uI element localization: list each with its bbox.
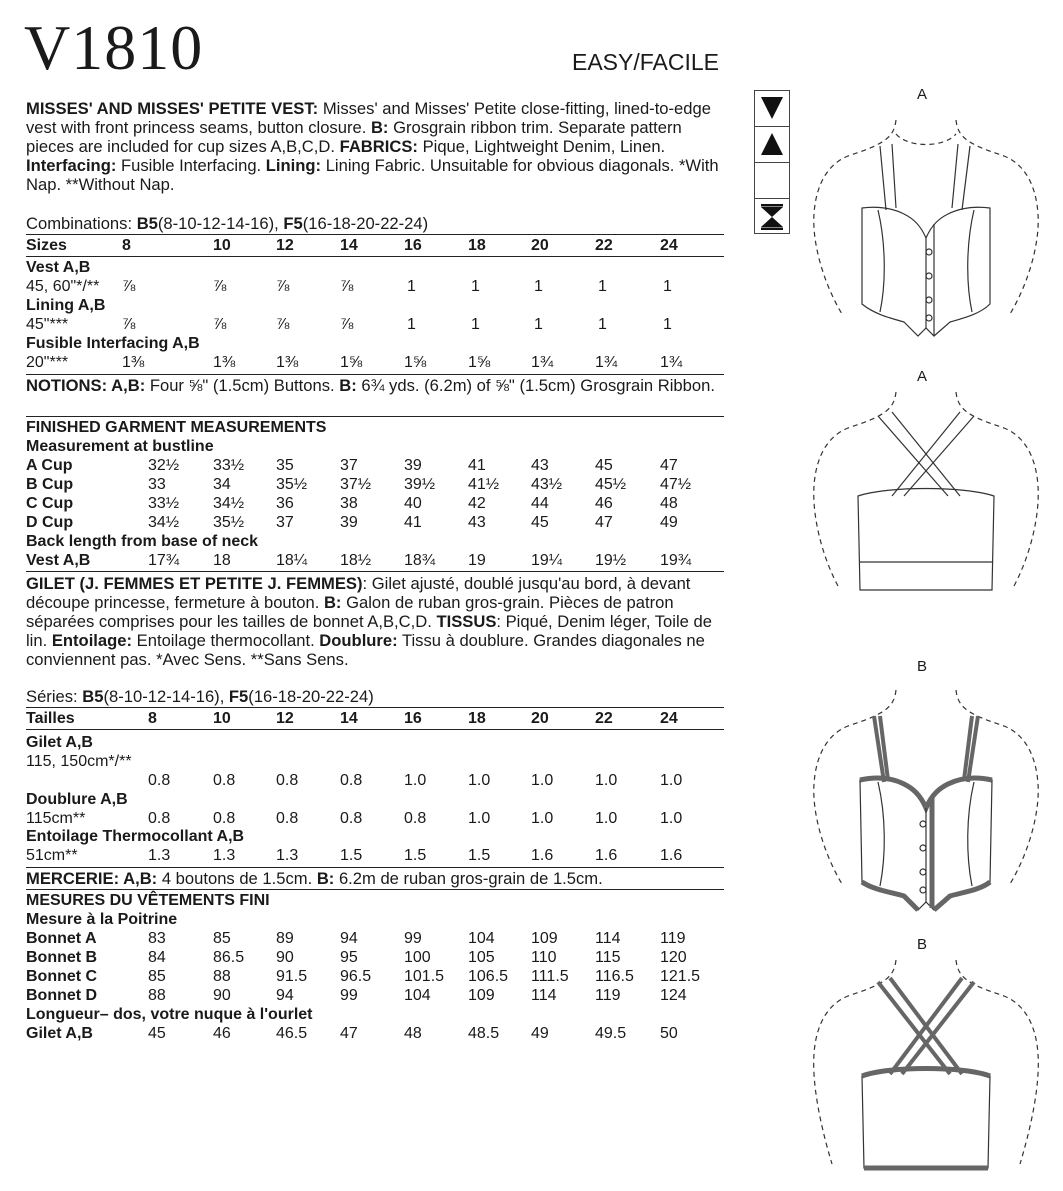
cell: 1.3: [276, 847, 299, 864]
cell: 44: [531, 495, 549, 512]
cell: 47: [595, 514, 613, 531]
cell: 17¾: [148, 552, 180, 569]
size-col: 24: [660, 237, 678, 254]
back-length-title: Back length from base of neck: [26, 533, 259, 550]
table-row: [26, 315, 724, 334]
cell: 1.0: [531, 810, 554, 827]
cell: 49: [660, 514, 678, 531]
cell: 96.5: [340, 968, 372, 985]
cell: 34½: [213, 495, 245, 512]
cell: 1: [534, 278, 543, 295]
table-row: [26, 353, 724, 372]
cell: 106.5: [468, 968, 509, 985]
size-col: 14: [340, 710, 358, 727]
cell: 119: [595, 987, 621, 1004]
cell: 41: [468, 457, 486, 474]
cell: 1⅝: [404, 354, 427, 371]
cell: 39½: [404, 476, 436, 493]
cell: 1.0: [531, 772, 554, 789]
cell: ⅞: [213, 316, 227, 333]
size-col: 8: [148, 710, 157, 727]
cell: 105: [468, 949, 495, 966]
cell: 109: [531, 930, 558, 947]
fabric-width: 45, 60"*/**: [26, 278, 100, 295]
view-b-vest-trim-illustration: [808, 676, 1044, 916]
cell: 114: [531, 987, 557, 1004]
cell: 94: [340, 930, 358, 947]
blank-symbol: [755, 163, 789, 199]
cell: 50: [660, 1025, 678, 1042]
cell: 1: [471, 278, 480, 295]
cell: 43½: [531, 476, 563, 493]
cell: 19½: [595, 552, 627, 569]
fabric-name: Lining A,B: [26, 297, 106, 314]
row-label: D Cup: [26, 514, 74, 531]
table-row: [26, 967, 724, 986]
cell: 49: [531, 1025, 549, 1042]
cell: 1.5: [404, 847, 427, 864]
cell: 32½: [148, 457, 180, 474]
sizes-label: Sizes: [26, 237, 67, 254]
table-row: [26, 475, 724, 494]
cell: 33½: [148, 495, 180, 512]
size-col: 22: [595, 237, 613, 254]
cell: 1: [663, 316, 672, 333]
cell: 19¾: [660, 552, 692, 569]
cell: 49.5: [595, 1025, 627, 1042]
cell: 1: [598, 278, 607, 295]
cell: 47: [660, 457, 678, 474]
finished-measurements-title: MESURES DU VÊTEMENTS FINI: [26, 892, 270, 909]
cell: 39: [404, 457, 422, 474]
cell: 1¾: [595, 354, 618, 371]
cell: 0.8: [276, 772, 299, 789]
table-row: [26, 551, 724, 570]
view-label: B: [917, 658, 928, 675]
row-label: Bonnet D: [26, 987, 98, 1004]
cell: 1¾: [660, 354, 683, 371]
cell: 120: [660, 949, 687, 966]
cell: 45½: [595, 476, 627, 493]
cell: 35½: [213, 514, 245, 531]
cell: 0.8: [340, 810, 363, 827]
fabric-name: Fusible Interfacing A,B: [26, 335, 200, 352]
cell: 45: [595, 457, 613, 474]
table-row: [26, 494, 724, 513]
table-row: [26, 456, 724, 475]
bustline-title: Measurement at bustline: [26, 438, 214, 455]
cell: 1.0: [595, 772, 618, 789]
cell: 109: [468, 987, 495, 1004]
fabric-width: 115, 150cm*/**: [26, 753, 132, 770]
size-col: 20: [531, 237, 549, 254]
cell: 116.5: [595, 968, 634, 985]
fabric-width: 45"***: [26, 316, 69, 333]
cell: 41½: [468, 476, 500, 493]
cell: 1: [471, 316, 480, 333]
cell: ⅞: [122, 278, 136, 295]
cell: 1.0: [595, 810, 618, 827]
cell: 0.8: [148, 810, 171, 827]
cell: 0.8: [213, 772, 236, 789]
size-col: 12: [276, 237, 294, 254]
cell: 86.5: [213, 949, 245, 966]
cell: ⅞: [276, 316, 290, 333]
cell: 34: [213, 476, 231, 493]
cell: 1.5: [468, 847, 491, 864]
cell: 35½: [276, 476, 308, 493]
cell: 1: [407, 316, 416, 333]
cell: 1.3: [213, 847, 236, 864]
cell: 95: [340, 949, 358, 966]
cell: 1.6: [531, 847, 554, 864]
table-row: [26, 809, 724, 828]
cell: 0.8: [148, 772, 171, 789]
sizes-header-row: [26, 236, 724, 255]
cell: 119: [660, 930, 686, 947]
cell: 34½: [148, 514, 180, 531]
cell: 33½: [213, 457, 245, 474]
cell: ⅞: [213, 278, 227, 295]
cell: 111.5: [531, 968, 569, 985]
notions: NOTIONS: A,B: Four ⅝" (1.5cm) Buttons. B: 6¾ yds. (6.2m) of ⅝" (1.5cm) Grosgrain Ribbon.: [26, 376, 715, 395]
fabric-width: 115cm**: [26, 810, 86, 827]
table-row: [26, 771, 724, 790]
fabric-name: Entoilage Thermocollant A,B: [26, 828, 245, 845]
cell: 1⅜: [213, 354, 236, 371]
cell: 45: [148, 1025, 166, 1042]
cell: 43: [531, 457, 549, 474]
size-col: 24: [660, 710, 678, 727]
table-row: [26, 846, 724, 865]
cell: 1¾: [531, 354, 554, 371]
cell: 19¼: [531, 552, 563, 569]
table-row: [26, 277, 724, 296]
difficulty-label: EASY/FACILE: [572, 49, 720, 75]
cell: 39: [340, 514, 358, 531]
cell: ⅞: [340, 316, 354, 333]
cell: 85: [213, 930, 231, 947]
cell: 110: [531, 949, 557, 966]
cutting-symbols: [754, 90, 790, 234]
view-label: A: [917, 86, 928, 103]
cell: 1⅜: [276, 354, 299, 371]
table-row: [26, 986, 724, 1005]
cell: 18¾: [404, 552, 436, 569]
cell: 38: [340, 495, 358, 512]
row-label: Gilet A,B: [26, 1025, 93, 1042]
cell: 124: [660, 987, 687, 1004]
english-description: MISSES' AND MISSES' PETITE VEST: Misses' and Misses' Petite close-fitting, lined-to-edge vest with front princess seams, button closure. B: Grosgrain ribbon trim. Separate pattern pieces are included for cup sizes A,B,C,D. FABRICS: Pique, Lightweight Denim, Linen. Interfacing: Fusible Interfacing. Lining: Lining Fabric. Unsuitable for obvious diagonals. *With Nap. **Without Nap.: [26, 99, 719, 194]
cell: 37½: [340, 476, 372, 493]
table-row: [26, 929, 724, 948]
cell: 91.5: [276, 968, 308, 985]
cell: 1: [663, 278, 672, 295]
back-length-title: Longueur– dos, votre nuque à l'ourlet: [26, 1006, 313, 1023]
cell: 48.5: [468, 1025, 500, 1042]
cell: 37: [276, 514, 294, 531]
cell: 40: [404, 495, 422, 512]
view-label: A: [917, 368, 928, 385]
size-col: 8: [122, 237, 131, 254]
size-col: 16: [404, 237, 422, 254]
size-col: 10: [213, 710, 231, 727]
cell: 114: [595, 930, 621, 947]
row-label: B Cup: [26, 476, 74, 493]
cell: 104: [468, 930, 495, 947]
cell: 0.8: [340, 772, 363, 789]
sizes-label: Tailles: [26, 710, 75, 727]
cell: 88: [148, 987, 166, 1004]
cell: 0.8: [404, 810, 427, 827]
cell: 1.0: [660, 772, 683, 789]
cell: 83: [148, 930, 166, 947]
cell: 89: [276, 930, 294, 947]
cell: 18¼: [276, 552, 308, 569]
cell: 45: [531, 514, 549, 531]
cell: 47½: [660, 476, 692, 493]
cell: 100: [404, 949, 431, 966]
cell: 99: [404, 930, 422, 947]
cell: 48: [660, 495, 678, 512]
cell: 115: [595, 949, 621, 966]
row-label: Bonnet B: [26, 949, 98, 966]
size-col: 20: [531, 710, 549, 727]
hourglass-icon: [755, 199, 789, 234]
row-label: Bonnet A: [26, 930, 97, 947]
row-label: C Cup: [26, 495, 74, 512]
cell: 99: [340, 987, 358, 1004]
cell: 1.0: [404, 772, 427, 789]
cell: ⅞: [122, 316, 136, 333]
table-row: [26, 948, 724, 967]
cell: 1.0: [468, 772, 491, 789]
finished-measurements-title: FINISHED GARMENT MEASUREMENTS: [26, 419, 327, 436]
size-col: 18: [468, 710, 486, 727]
view-b-vest-crossed-trim-illustration: [808, 954, 1044, 1176]
cell: 46: [213, 1025, 231, 1042]
cell: 1.0: [468, 810, 491, 827]
triangle-down-icon: [755, 91, 789, 127]
cell: 121.5: [660, 968, 701, 985]
cell: 18½: [340, 552, 372, 569]
cell: 19: [468, 552, 486, 569]
cell: 101.5: [404, 968, 445, 985]
cell: 43: [468, 514, 486, 531]
cell: 1⅝: [340, 354, 363, 371]
fabric-name: Gilet A,B: [26, 734, 93, 751]
sizes-header-row: [26, 709, 724, 728]
fabric-width: 20"***: [26, 354, 69, 371]
pattern-number: V1810: [24, 12, 204, 83]
cell: 90: [276, 949, 294, 966]
size-col: 14: [340, 237, 358, 254]
cell: 41: [404, 514, 422, 531]
cell: 37: [340, 457, 358, 474]
size-col: 10: [213, 237, 231, 254]
cell: 1.5: [340, 847, 363, 864]
cell: 1: [407, 278, 416, 295]
cell: 1.6: [595, 847, 618, 864]
view-a-vest-straps-illustration: [808, 104, 1044, 344]
cell: 1⅜: [122, 354, 145, 371]
view-label: B: [917, 936, 928, 953]
cell: 1.0: [660, 810, 683, 827]
size-col: 22: [595, 710, 613, 727]
cell: 85: [148, 968, 166, 985]
cell: 42: [468, 495, 486, 512]
row-label: A Cup: [26, 457, 73, 474]
cell: 18: [213, 552, 231, 569]
fabric-name: Doublure A,B: [26, 791, 128, 808]
size-col: 18: [468, 237, 486, 254]
cell: 90: [213, 987, 231, 1004]
size-col: 12: [276, 710, 294, 727]
french-description: GILET (J. FEMMES ET PETITE J. FEMMES): Gilet ajusté, doublé jusqu'au bord, à devant découpe princesse, fermeture à bouton. B: Galon de ruban gros-grain. Pièces de patron séparées comprises pour les tailles de bonnet A,B,C,D. TISSUS: Piqué, Denim léger, Toile de lin. Entoilage: Entoilage thermocollant. Doublure: Tissu à doublure. Grandes diagonales ne conviennent pas. *Avec Sens. **Sans Sens.: [26, 574, 712, 669]
cell: 84: [148, 949, 166, 966]
cell: ⅞: [340, 278, 354, 295]
table-row: [26, 1024, 724, 1043]
cell: 0.8: [276, 810, 299, 827]
cell: 0.8: [213, 810, 236, 827]
cell: 88: [213, 968, 231, 985]
fabric-width: 51cm**: [26, 847, 78, 864]
bustline-title: Mesure à la Poitrine: [26, 911, 178, 928]
size-col: 16: [404, 710, 422, 727]
cell: ⅞: [276, 278, 290, 295]
row-label: Vest A,B: [26, 552, 91, 569]
mercerie: MERCERIE: A,B: 4 boutons de 1.5cm. B: 6.2m de ruban gros-grain de 1.5cm.: [26, 869, 603, 888]
cell: 48: [404, 1025, 422, 1042]
triangle-up-icon: [755, 127, 789, 163]
cell: 1.3: [148, 847, 171, 864]
cell: 47: [340, 1025, 358, 1042]
cell: 1: [534, 316, 543, 333]
cell: 33: [148, 476, 166, 493]
cell: 35: [276, 457, 294, 474]
cell: 46.5: [276, 1025, 308, 1042]
view-a-vest-crossed-illustration: [808, 386, 1044, 598]
english-combinations: Combinations: B5(8-10-12-14-16), F5(16-18-20-22-24): [26, 214, 429, 233]
table-row: [26, 513, 724, 532]
cell: 46: [595, 495, 613, 512]
row-label: Bonnet C: [26, 968, 98, 985]
cell: 104: [404, 987, 431, 1004]
french-series: Séries: B5(8-10-12-14-16), F5(16-18-20-22-24): [26, 687, 374, 706]
cell: 1⅝: [468, 354, 491, 371]
cell: 1: [598, 316, 607, 333]
cell: 1.6: [660, 847, 683, 864]
cell: 36: [276, 495, 294, 512]
cell: 94: [276, 987, 294, 1004]
fabric-name: Vest A,B: [26, 259, 91, 276]
